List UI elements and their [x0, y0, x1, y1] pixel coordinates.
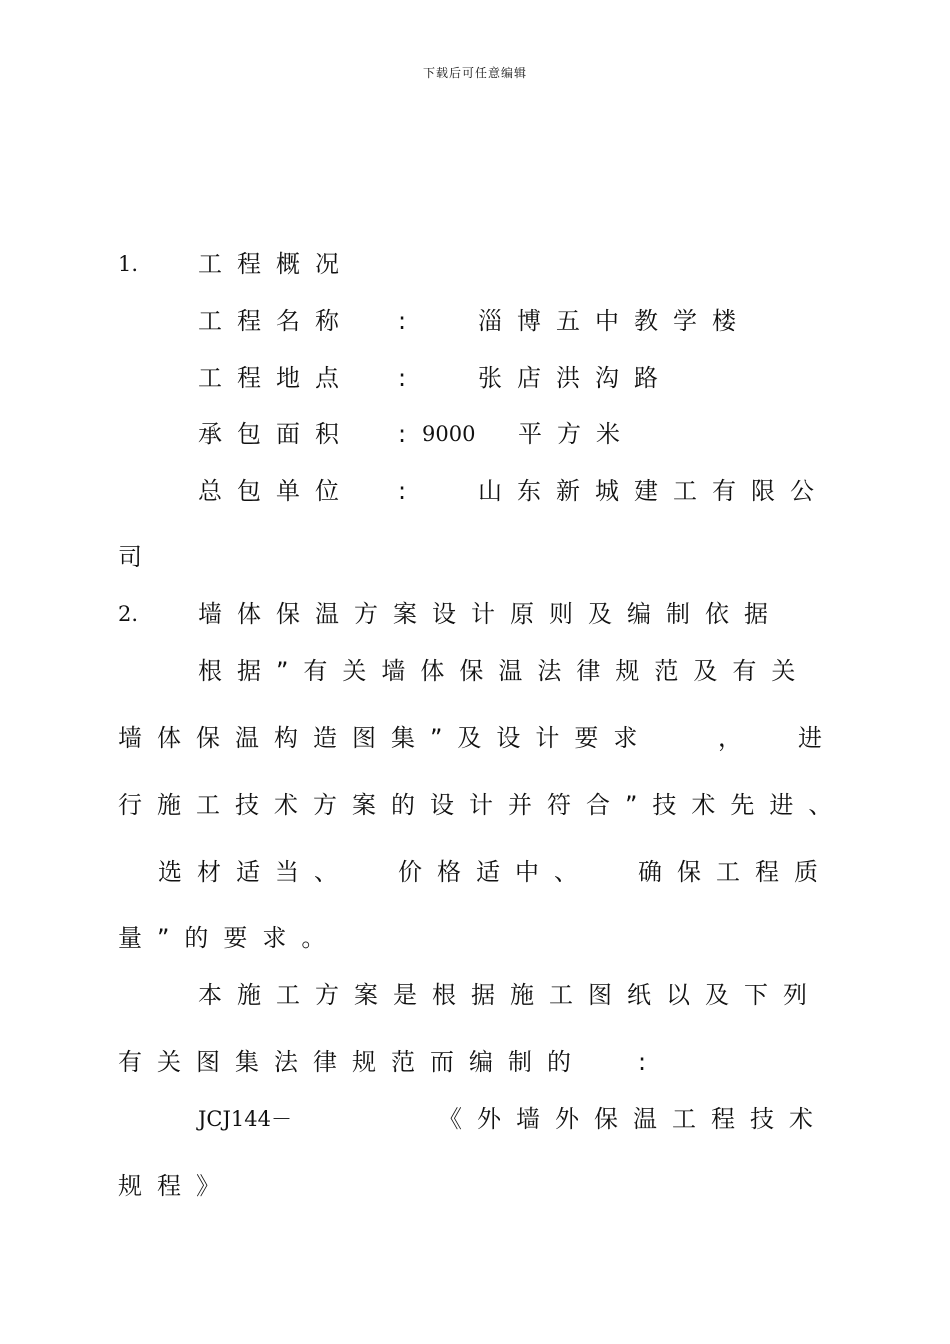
project-name-value: 淄博五中教学楼 — [478, 307, 751, 335]
project-name-label: 工程名称 — [198, 307, 354, 335]
project-site-label: 工程地点 — [198, 364, 354, 392]
project-site-colon: : — [398, 364, 422, 392]
paragraph-1-line-4a: 选材适当、 — [158, 858, 353, 886]
reference-title-wrap: 规程》 — [118, 1172, 235, 1200]
section-1-title: 工程概况 — [198, 250, 354, 278]
contract-area-number: 9000 — [422, 422, 476, 446]
contract-area-colon: : — [398, 420, 422, 448]
paragraph-1-line-2-comma: ， — [718, 724, 757, 752]
general-contractor-value: 山东新城建工有限公 — [478, 477, 829, 505]
reference-title: 《外墙外保温工程技术 — [438, 1105, 828, 1133]
project-name-colon: : — [398, 307, 422, 335]
contract-area-label: 承包面积 — [198, 420, 354, 448]
general-contractor-label: 总包单位 — [198, 477, 354, 505]
general-contractor-colon: : — [398, 477, 422, 505]
paragraph-1-line-2: 墙体保温构造图集”及设计要求 — [118, 724, 653, 752]
paragraph-1-line-5: 量”的要求。 — [118, 924, 341, 952]
section-2-number: 2. — [118, 602, 139, 626]
section-2-title: 墙体保温方案设计原则及编制依据 — [198, 600, 783, 628]
paragraph-1-line-3: 行施工技术方案的设计并符合”技术先进、 — [118, 791, 848, 819]
reference-code: JCJ144－ — [198, 1107, 292, 1131]
paragraph-1-line-4b: 价格适中、 — [398, 858, 593, 886]
paragraph-2-line-2: 有关图集法律规范而编制的 — [118, 1048, 586, 1076]
section-1-number: 1. — [118, 252, 139, 276]
paragraph-1-line-4c: 确保工程质 — [638, 858, 833, 886]
paragraph-2-line-1: 本施工方案是根据施工图纸以及下列 — [198, 981, 822, 1009]
contract-area-unit: 平方米 — [518, 420, 635, 448]
paragraph-1-line-1: 根据”有关墙体保温法律规范及有关 — [198, 657, 811, 685]
project-site-value: 张店洪沟路 — [478, 364, 673, 392]
paragraph-2-line-2-colon: : — [638, 1048, 662, 1076]
page-header-note: 下载后可任意编辑 — [422, 66, 527, 80]
paragraph-1-line-2-end: 进 — [798, 724, 837, 752]
general-contractor-wrap: 司 — [118, 543, 157, 571]
